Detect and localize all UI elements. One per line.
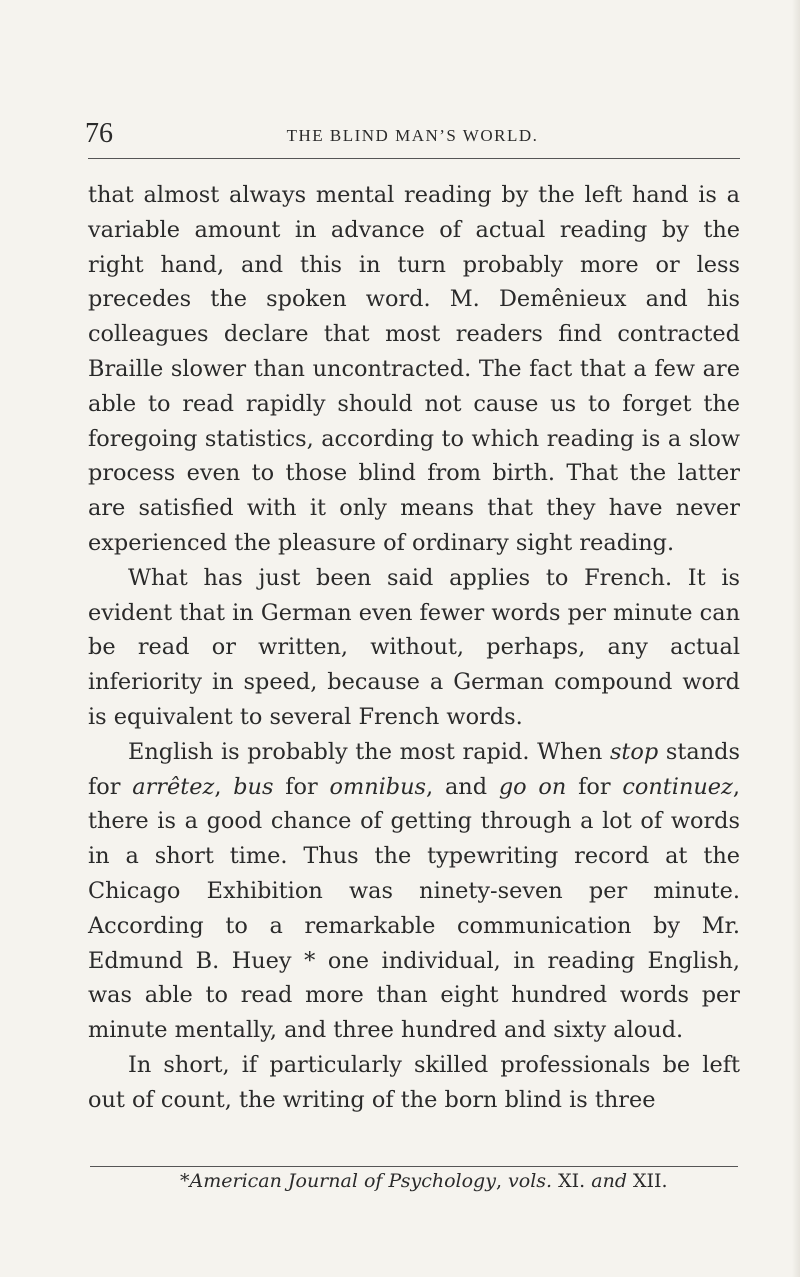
paragraph-3-text: , there is a good chance of getting through a lot of words in a short time. Thus the typewriting record at the Chicago Exhibition was ninety-seven per minute. According to a remarkable communication by Mr. Edmund B. Huey * one individual, in reading English, was able to read more than eight hundred words per minute mentally, and three hundred and sixty aloud. <box>88 773 740 1044</box>
header-rule <box>88 158 740 159</box>
paragraph-1: that almost always mental reading by the left hand is a variable amount in advance of actual reading by the right hand, and this in turn probably more or less precedes the spoken word. M. Demênieux and his colleagues declare that most readers find contracted Braille slower than uncontracted. The fact that a few are able to read rapidly should not cause us to forget the foregoing statistics, according to which reading is a slow process even to those blind from birth. That the latter are satisfied with it only means that they have never experienced the pleasure of ordinary sight reading. <box>88 182 740 556</box>
page-header <box>85 118 740 158</box>
running-title: THE BLIND MAN’S WORLD. <box>286 126 539 145</box>
paragraph-3-text: for <box>273 773 330 800</box>
paragraph-3-text: , and <box>426 773 499 800</box>
paragraph-3-text: English is probably the most rapid. When <box>128 738 610 765</box>
italic-go-on: go on <box>498 773 567 800</box>
footnote-text: , <box>495 1170 509 1192</box>
footnote-and: and <box>591 1170 627 1192</box>
page-edge-shadow <box>792 0 800 1277</box>
footnote-journal: American Journal of Psychology <box>189 1170 496 1192</box>
paragraph-3 <box>88 735 740 1048</box>
footnote-vols: vols. <box>508 1170 553 1192</box>
italic-arretez: arrêtez <box>132 773 215 800</box>
italic-bus: bus <box>233 773 274 800</box>
paragraph-4: In short, if particularly skilled professionals be left out of count, the writing of the born blind is three <box>88 1051 740 1113</box>
footnote-text: XII. <box>626 1170 668 1192</box>
footnote-text: XI. <box>552 1170 592 1192</box>
paragraph-2: What has just been said applies to French. It is evident that in German even fewer words per minute can be read or written, without, perhaps, any actual inferiority in speed, because a German compound word is equivalent to several French words. <box>88 564 740 730</box>
page-number: 76 <box>85 118 113 149</box>
footnote <box>180 1170 668 1192</box>
italic-stop: stop <box>609 738 659 765</box>
italic-omnibus: omnibus <box>329 773 427 800</box>
footnote-marker: * <box>180 1170 190 1192</box>
italic-continuez: continuez <box>622 773 733 800</box>
paragraph-3-text: for <box>566 773 623 800</box>
paragraph-3-text: stands for <box>88 738 740 800</box>
body-text <box>88 178 740 1118</box>
footnote-rule <box>90 1166 738 1167</box>
paragraph-3-text: , <box>214 773 234 800</box>
